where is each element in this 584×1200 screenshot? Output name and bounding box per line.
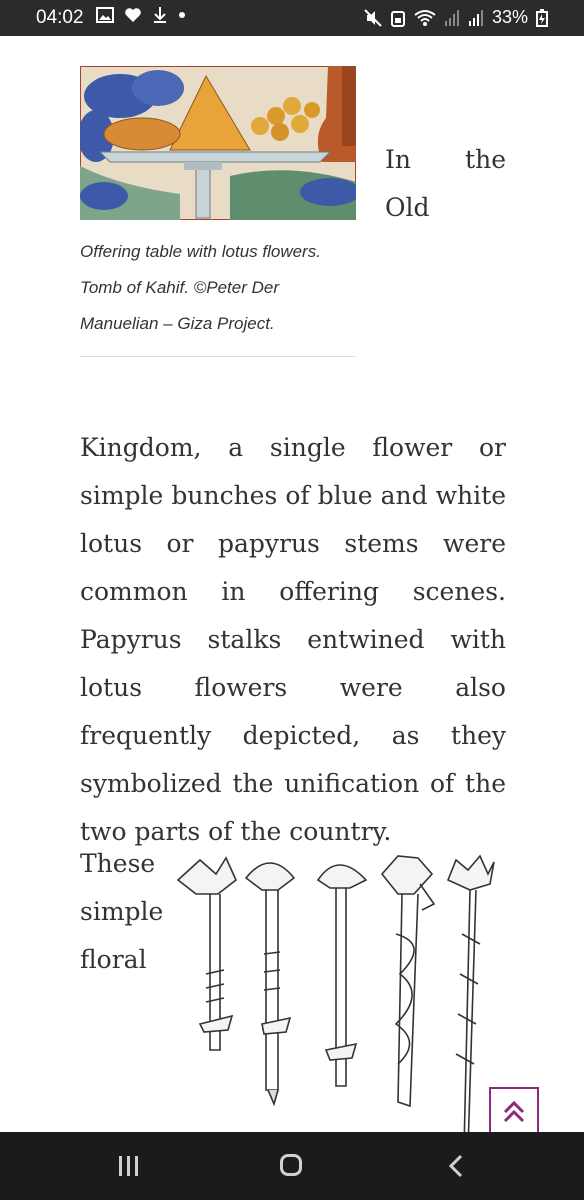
scroll-to-top-button[interactable] (489, 1087, 539, 1132)
download-icon (152, 6, 168, 24)
figure-offering-table (80, 66, 356, 342)
lotus-papyrus-bouquets-drawing (170, 854, 506, 1132)
heart-icon (124, 7, 142, 23)
recent-apps-icon[interactable] (118, 1154, 140, 1178)
lock-battery-saver-icon (390, 9, 406, 27)
signal-icon (468, 9, 484, 27)
offering-table-painting (80, 66, 356, 220)
dot-icon (178, 11, 186, 19)
battery-charging-icon (536, 9, 548, 27)
paragraph-2: These simple floral (80, 849, 164, 974)
battery-percent: 33% (491, 7, 528, 27)
paragraph-1-text: In the Old Kingdom, a single flower or simple bunches of blue and white lotus or papyrus stems were common in offering scenes. Papyrus stalks entwined with lotus flowers were also frequently depicted, as they symbolized the unification of the two parts of the country. (80, 145, 506, 846)
wifi-icon (414, 9, 436, 27)
navigation-bar (0, 1132, 584, 1200)
status-bar (0, 0, 584, 36)
back-icon[interactable] (446, 1154, 466, 1178)
image-icon (96, 7, 114, 23)
mute-icon (364, 9, 382, 27)
figure-caption: Offering table with lotus flowers. Tomb of Kahif. ©Peter Der Manuelian – Giza Project. (80, 242, 321, 333)
signal-icon (444, 9, 460, 27)
double-chevron-up-icon (501, 1099, 527, 1125)
figure-divider (80, 356, 356, 357)
status-time: 04:02 (36, 7, 84, 28)
article-content (0, 36, 584, 1132)
home-icon[interactable] (280, 1154, 302, 1176)
